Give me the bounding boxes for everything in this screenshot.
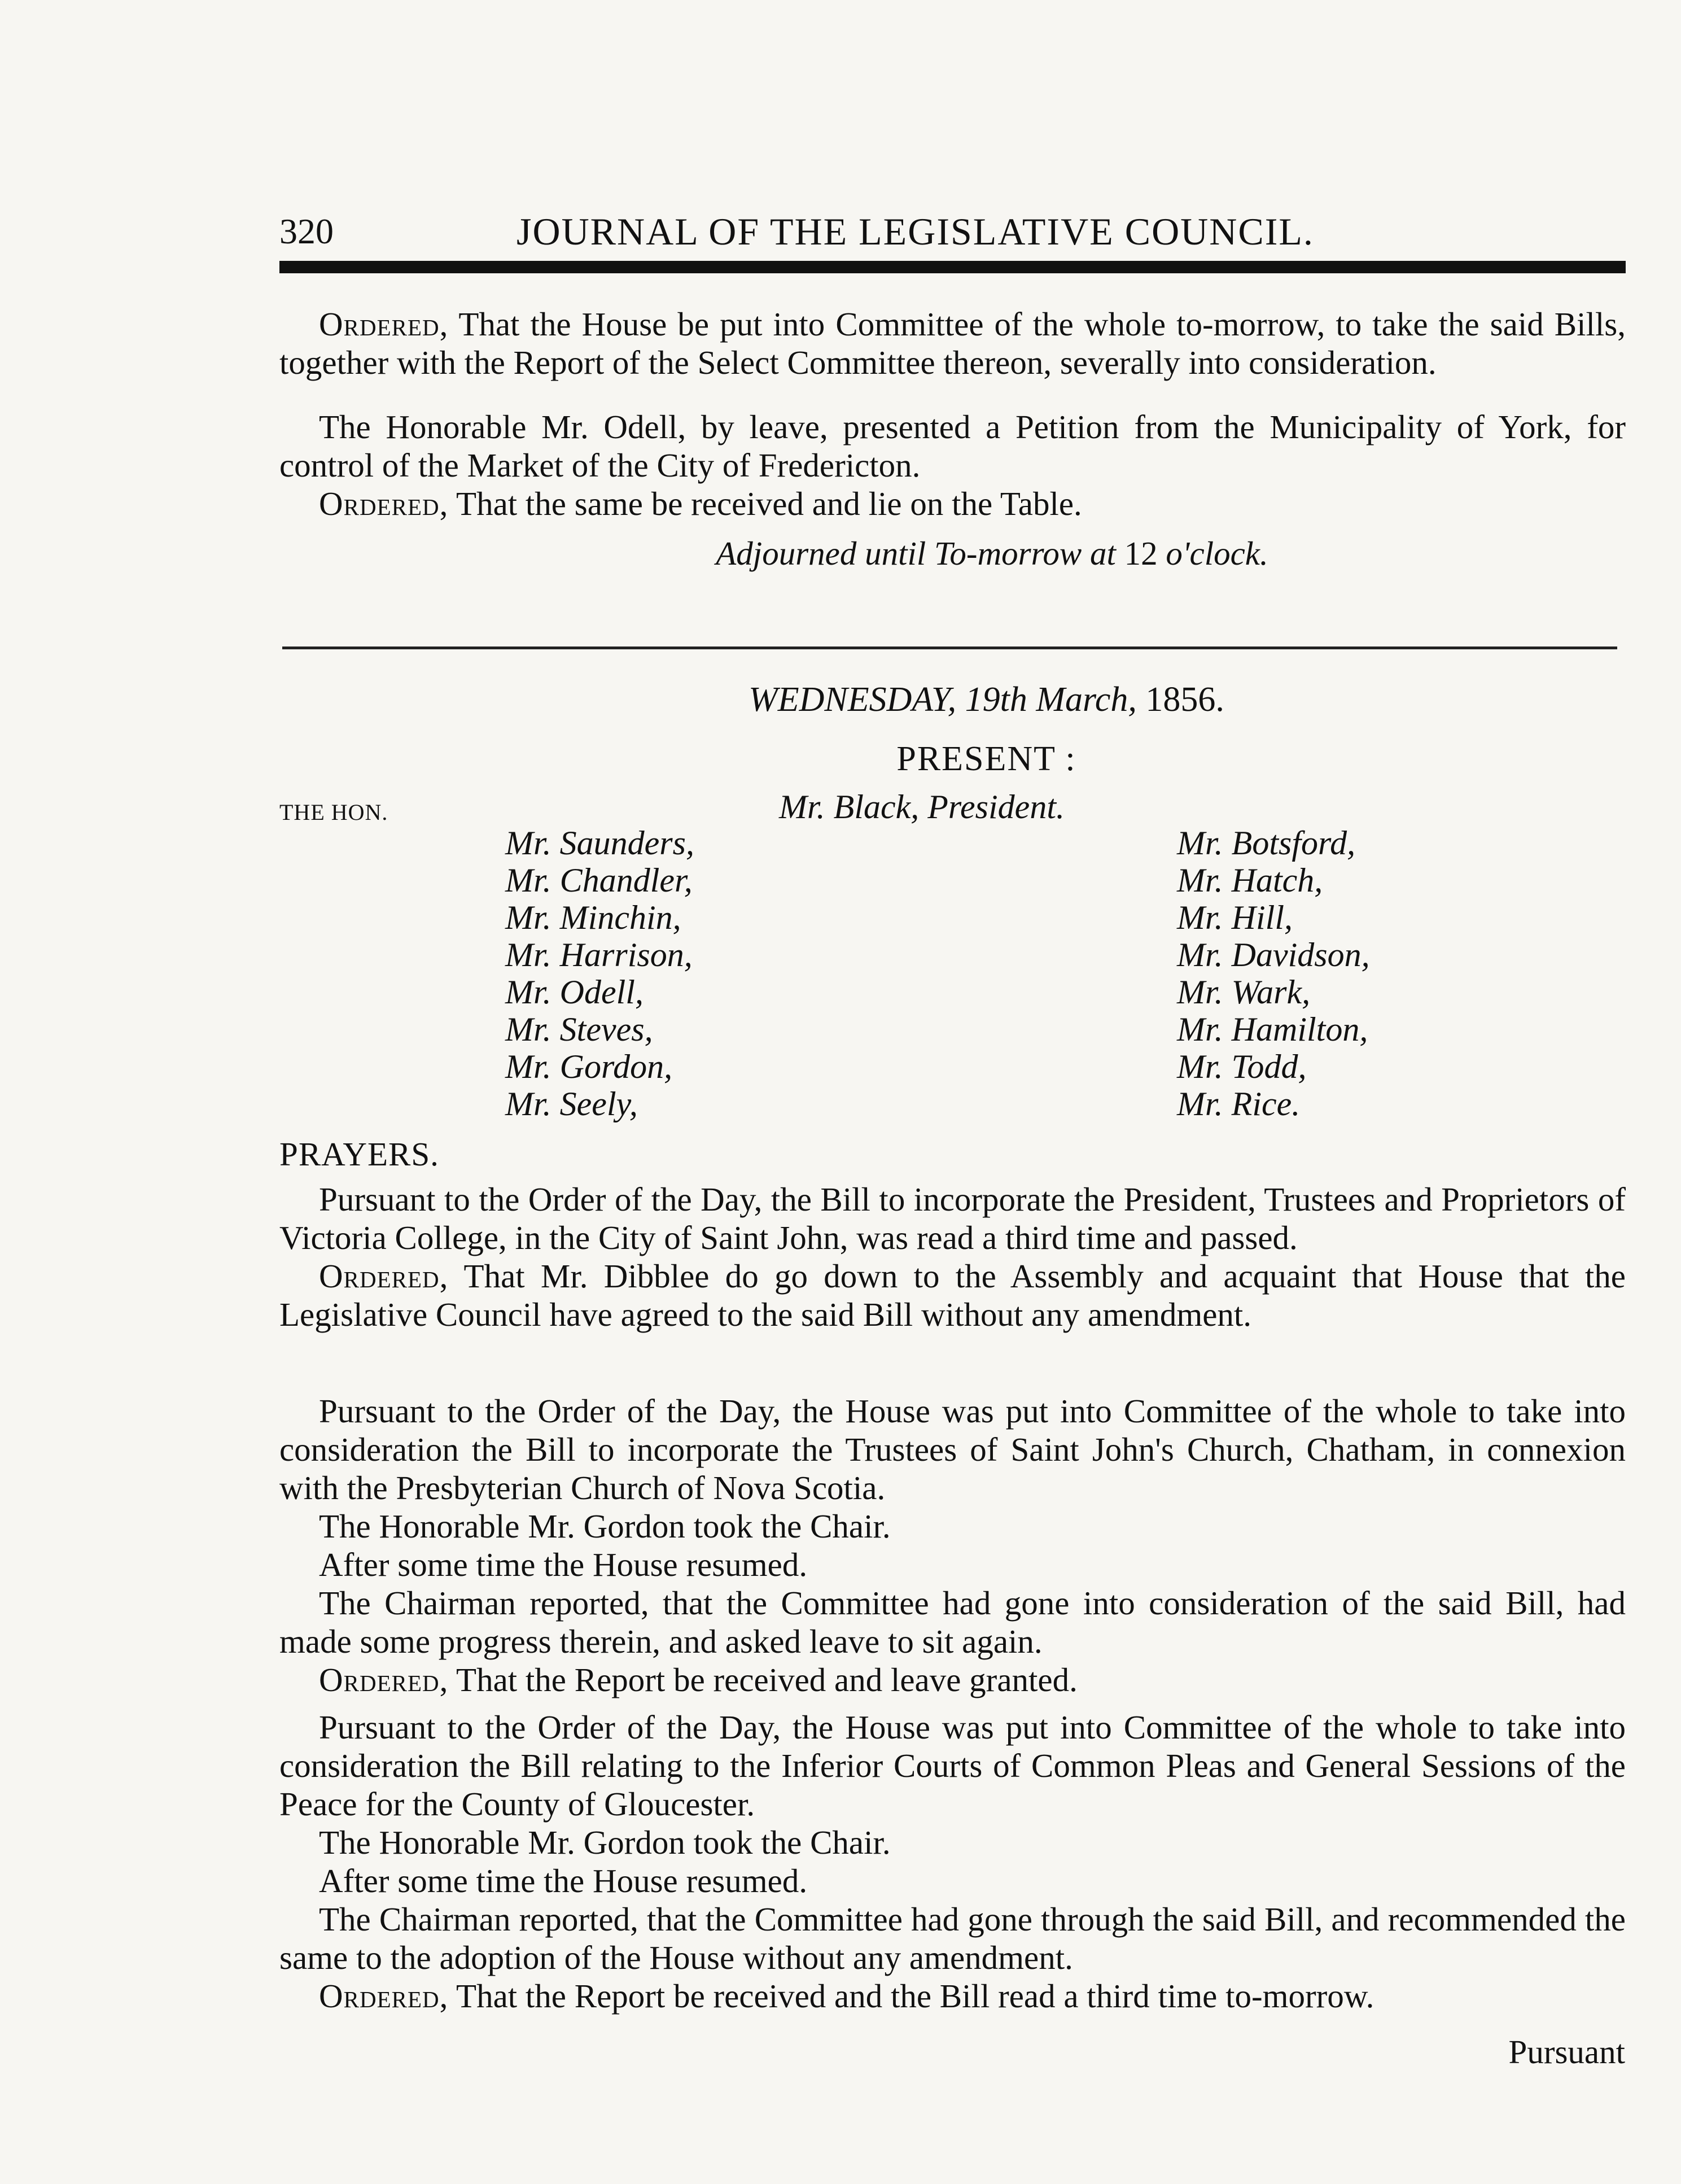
section-victoria-college — [279, 1180, 1626, 1334]
header-rule — [279, 261, 1626, 273]
running-title: JOURNAL OF THE LEGISLATIVE COUNCIL. — [516, 210, 1314, 253]
member-name: Mr. Steves, — [505, 1011, 653, 1048]
paragraph-odell-petition: The Honorable Mr. Odell, by leave, presented a Petition from the Municipality of York, for control of the Market of the City of Fredericton. — [279, 408, 1626, 484]
member-name: Mr. Rice. — [1177, 1085, 1301, 1122]
prayers-heading: PRAYERS. — [279, 1135, 439, 1173]
section-ordered-committee — [279, 305, 1626, 573]
adjournment-note: Adjourned until To-morrow at 12 o'clock. — [716, 535, 1268, 572]
member-name: Mr. Gordon, — [505, 1048, 673, 1085]
member-name: Mr. Davidson, — [1177, 936, 1370, 973]
member-name: Mr. Hamilton, — [1177, 1011, 1368, 1048]
section-gloucester-courts — [279, 1708, 1626, 2015]
present-heading: PRESENT : — [896, 740, 1076, 778]
member-name: Mr. Harrison, — [505, 936, 693, 973]
the-hon-label: THE HON. — [279, 800, 388, 825]
paragraph-ordered-third-reading: Ordered, That the Report be received and the Bill read a third time to-morrow. — [319, 1977, 1374, 2015]
section-divider — [282, 647, 1617, 649]
paragraph-ordered-leave: Ordered, That the Report be received and leave granted. — [319, 1661, 1078, 1698]
paragraph-ordered-table: Ordered, That the same be received and lie on the Table. — [319, 485, 1082, 522]
section-saint-johns-church — [279, 1392, 1626, 1699]
paragraph-chairman-report: The Chairman reported, that the Committee had gone into consideration of the said Bill, had made some progress therein, and asked leave to sit again. — [279, 1584, 1626, 1660]
member-name: Mr. Seely, — [505, 1085, 638, 1122]
president-name: Mr. Black, President. — [779, 788, 1065, 825]
member-name: Mr. Botsford, — [1177, 824, 1356, 862]
paragraph-chairman-report: The Chairman reported, that the Committee had gone through the said Bill, and recommended the same to the adoption of the House without any amendment. — [279, 1901, 1626, 1976]
page-header — [279, 203, 1626, 260]
member-name: Mr. Wark, — [1177, 973, 1311, 1011]
paragraph-ordered-dibblee: Ordered, That Mr. Dibblee do go down to the Assembly and acquaint that House that the Legislative Council have agreed to the said Bill without any amendment. — [279, 1257, 1626, 1333]
catchword: Pursuant — [1508, 2033, 1625, 2071]
member-name: Mr. Hatch, — [1177, 862, 1323, 899]
session-date: WEDNESDAY, 19th March, 1856. — [748, 680, 1224, 719]
member-name: Mr. Saunders, — [505, 824, 695, 862]
paragraph-house-resumed: After some time the House resumed. — [319, 1862, 808, 1899]
paragraph-ordered-committee: Ordered, That the House be put into Committee of the whole to-morrow, to take the said Bills, together with the Report of the Select Committee thereon, severally into consideration. — [279, 305, 1626, 381]
paragraph-gordon-chair: The Honorable Mr. Gordon took the Chair. — [319, 1824, 891, 1861]
member-name: Mr. Odell, — [505, 973, 643, 1011]
page-number: 320 — [279, 211, 334, 251]
member-name: Mr. Chandler, — [505, 862, 693, 899]
member-name: Mr. Todd, — [1177, 1048, 1307, 1085]
paragraph-house-resumed: After some time the House resumed. — [319, 1546, 808, 1583]
member-name: Mr. Minchin, — [505, 899, 681, 936]
paragraph-church-bill: Pursuant to the Order of the Day, the House was put into Committee of the whole to take into consideration the Bill to incorporate the Trustees of Saint John's Church, Chatham, in connexion with the Presbyterian Church of Nova Scotia. — [279, 1392, 1626, 1506]
members-left-column — [505, 824, 694, 1122]
member-name: Mr. Hill, — [1177, 899, 1293, 936]
paragraph-gloucester-bill: Pursuant to the Order of the Day, the House was put into Committee of the whole to take into consideration the Bill relating to the Inferior Courts of Common Pleas and General Sessions of the Peace for the County of Gloucester. — [279, 1709, 1626, 1823]
paragraph-victoria-college-bill: Pursuant to the Order of the Day, the Bill to incorporate the President, Trustees and Proprietors of Victoria College, in the City of Saint John, was read a third time and passed. — [279, 1181, 1626, 1256]
paragraph-gordon-chair: The Honorable Mr. Gordon took the Chair. — [319, 1508, 891, 1545]
members-right-column — [1177, 824, 1370, 1122]
